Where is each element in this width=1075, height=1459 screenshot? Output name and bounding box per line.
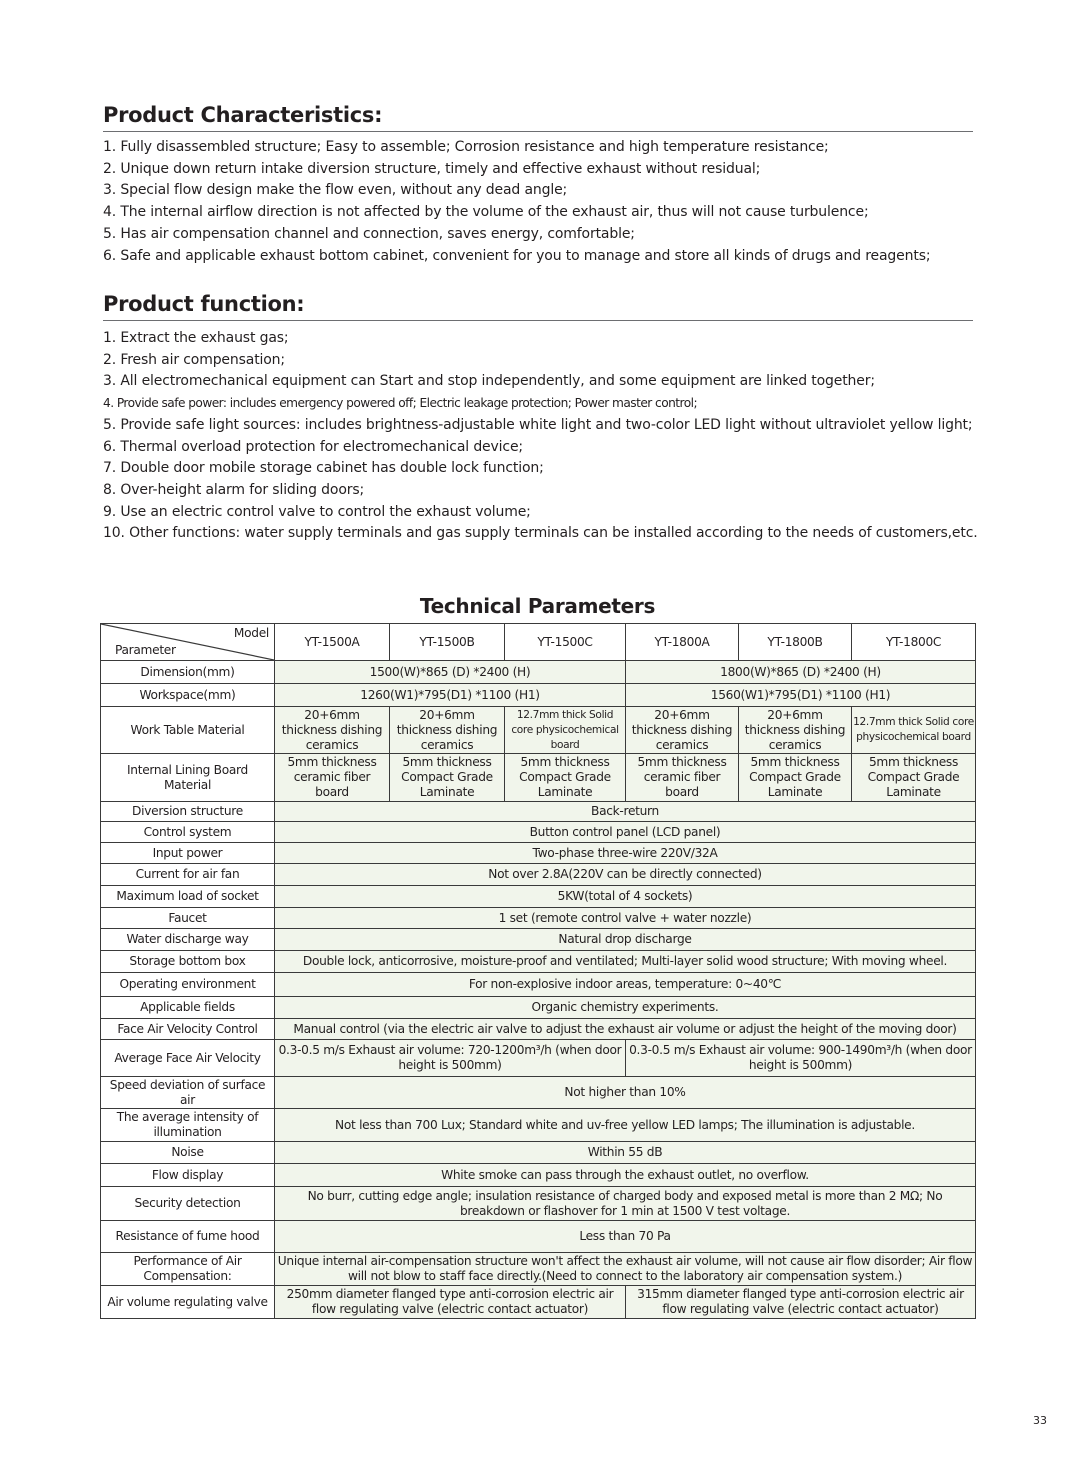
table-row	[101, 1253, 976, 1286]
table-row	[101, 802, 976, 822]
characteristics-title: Product Characteristics:	[103, 102, 973, 132]
row-label: Faucet	[101, 908, 275, 929]
row-label: Diversion structure	[101, 802, 275, 822]
row-value: 5mm thickness Compact Grade Laminate	[852, 754, 976, 802]
row-value: 1500(W)*865 (D) *2400 (H)	[275, 661, 626, 684]
row-value: Natural drop discharge	[275, 929, 976, 951]
model-cell: YT-1800B	[739, 624, 852, 661]
row-value: Organic chemistry experiments.	[275, 997, 976, 1019]
row-value: Double lock, anticorrosive, moisture-proof and ventilated; Multi-layer solid wood structure; With moving wheel.	[275, 951, 976, 973]
row-value: Two-phase three-wire 220V/32A	[275, 843, 976, 864]
list-item: 7. Double door mobile storage cabinet has double lock function;	[103, 460, 544, 477]
table-row	[101, 864, 976, 886]
row-value: 1560(W1)*795(D1) *1100 (H1)	[626, 684, 976, 707]
row-label: The average intensity of illumination	[101, 1109, 275, 1142]
row-label: Current for air fan	[101, 864, 275, 886]
row-value: 20+6mm thickness dishing ceramics	[275, 707, 390, 754]
row-value: 250mm diameter flanged type anti-corrosion electric air flow regulating valve (electric contact actuator)	[275, 1286, 626, 1319]
row-label: Face Air Velocity Control	[101, 1019, 275, 1040]
list-item: 5. Provide safe light sources: includes brightness-adjustable white light and two-color LED light without ultraviolet yellow light;	[103, 416, 973, 433]
row-value: Manual control (via the electric air valve to adjust the exhaust air volume or adjust the height of the moving door)	[275, 1019, 976, 1040]
list-item: 10. Other functions: water supply terminals and gas supply terminals can be installed according to the needs of customers,etc.	[103, 525, 978, 542]
row-label: Work Table Material	[101, 707, 275, 754]
row-value: No burr, cutting edge angle; insulation resistance of charged body and exposed metal is more than 2 MΩ; No breakdown or flashover for 1 min at 1500 V test voltage.	[275, 1187, 976, 1221]
row-value: Not over 2.8A(220V can be directly connected)	[275, 864, 976, 886]
row-value: Not higher than 10%	[275, 1077, 976, 1109]
table-row	[101, 1142, 976, 1164]
table-row	[101, 1077, 976, 1109]
row-label: Speed deviation of surface air	[101, 1077, 275, 1109]
list-item: 3. Special flow design make the flow even, without any dead angle;	[103, 182, 568, 199]
table-row	[101, 929, 976, 951]
table-row	[101, 886, 976, 908]
row-label: Average Face Air Velocity	[101, 1040, 275, 1077]
characteristics-list	[103, 137, 973, 267]
row-value: 20+6mm thickness dishing ceramics	[626, 707, 739, 754]
row-value: For non-explosive indoor areas, temperature: 0~40℃	[275, 973, 976, 997]
row-label: Storage bottom box	[101, 951, 275, 973]
parameter-header-label: Parameter	[115, 643, 176, 657]
table-header-row	[101, 624, 976, 661]
row-value: 20+6mm thickness dishing ceramics	[739, 707, 852, 754]
list-item: 6. Safe and applicable exhaust bottom cabinet, convenient for you to manage and store all kinds of drugs and reagents;	[103, 247, 931, 264]
list-item: 5. Has air compensation channel and connection, saves energy, comfortable;	[103, 225, 635, 242]
row-value: 1 set (remote control valve + water nozzle)	[275, 908, 976, 929]
row-value: 0.3-0.5 m/s Exhaust air volume: 900-1490m³/h (when door height is 500mm)	[626, 1040, 976, 1077]
row-value: 12.7mm thick Solid core physicochemical board	[505, 707, 626, 754]
list-item: 4. Provide safe power: includes emergency powered off; Electric leakage protection; Power master control;	[103, 396, 698, 411]
page-number: 33	[1033, 1414, 1047, 1427]
model-cell: YT-1800C	[852, 624, 976, 661]
row-label: Noise	[101, 1142, 275, 1164]
table-row	[101, 1187, 976, 1221]
row-label: Internal Lining Board Material	[101, 754, 275, 802]
technical-parameters-title: Technical Parameters	[419, 594, 656, 618]
row-value: 5mm thickness Compact Grade Laminate	[739, 754, 852, 802]
row-value: 5mm thickness ceramic fiber board	[275, 754, 390, 802]
table-row	[101, 1221, 976, 1253]
list-item: 6. Thermal overload protection for electromechanical device;	[103, 438, 523, 455]
row-label: Applicable fields	[101, 997, 275, 1019]
row-value: Button control panel (LCD panel)	[275, 822, 976, 843]
row-value: Back-return	[275, 802, 976, 822]
row-value: 0.3-0.5 m/s Exhaust air volume: 720-1200m³/h (when door height is 500mm)	[275, 1040, 626, 1077]
model-cell: YT-1500B	[390, 624, 505, 661]
list-item: 4. The internal airflow direction is not affected by the volume of the exhaust air, thus will not cause turbulence;	[103, 204, 869, 221]
list-item: 2. Fresh air compensation;	[103, 351, 285, 368]
table-row	[101, 661, 976, 684]
row-value: Less than 70 Pa	[275, 1221, 976, 1253]
row-value: 5KW(total of 4 sockets)	[275, 886, 976, 908]
row-value: White smoke can pass through the exhaust outlet, no overflow.	[275, 1164, 976, 1187]
row-value: Unique internal air-compensation structure won't affect the exhaust air volume, will not cause air flow disorder; Air flow will not blow to staff face directly.(Need to connect to the laboratory air compensation system.)	[275, 1253, 976, 1286]
function-title: Product function:	[103, 291, 973, 321]
list-item: 9. Use an electric control valve to control the exhaust volume;	[103, 503, 531, 520]
row-label: Control system	[101, 822, 275, 843]
row-value: 12.7mm thick Solid core physicochemical board	[852, 707, 976, 754]
row-label: Performance of Air Compensation:	[101, 1253, 275, 1286]
table-row	[101, 1019, 976, 1040]
row-label: Water discharge way	[101, 929, 275, 951]
row-value: Within 55 dB	[275, 1142, 976, 1164]
list-item: 1. Fully disassembled structure; Easy to assemble; Corrosion resistance and high temperature resistance;	[103, 139, 829, 155]
table-row	[101, 1109, 976, 1142]
row-label: Resistance of fume hood	[101, 1221, 275, 1253]
model-cell: YT-1500A	[275, 624, 390, 661]
row-value: 315mm diameter flanged type anti-corrosion electric air flow regulating valve (electric contact actuator)	[626, 1286, 976, 1319]
row-label: Workspace(mm)	[101, 684, 275, 707]
row-label: Operating environment	[101, 973, 275, 997]
row-label: Input power	[101, 843, 275, 864]
table-row	[101, 908, 976, 929]
row-label: Dimension(mm)	[101, 661, 275, 684]
row-value: 1260(W1)*795(D1) *1100 (H1)	[275, 684, 626, 707]
table-row	[101, 951, 976, 973]
table-row	[101, 997, 976, 1019]
table-row	[101, 707, 976, 754]
list-item: 3. All electromechanical equipment can Start and stop independently, and some equipment are linked together;	[103, 373, 875, 390]
table-row	[101, 973, 976, 997]
row-label: Flow display	[101, 1164, 275, 1187]
list-item: 8. Over-height alarm for sliding doors;	[103, 481, 365, 498]
row-value: 1800(W)*865 (D) *2400 (H)	[626, 661, 976, 684]
table-row	[101, 684, 976, 707]
table-row	[101, 754, 976, 802]
table-row	[101, 1164, 976, 1187]
list-item: 1. Extract the exhaust gas;	[103, 330, 289, 346]
row-label: Maximum load of socket	[101, 886, 275, 908]
list-item: 2. Unique down return intake diversion structure, timely and effective exhaust without residual;	[103, 160, 761, 177]
table-row	[101, 843, 976, 864]
row-value: 5mm thickness ceramic fiber board	[626, 754, 739, 802]
model-header-label: Model	[233, 626, 269, 640]
row-value: 5mm thickness Compact Grade Laminate	[505, 754, 626, 802]
header-corner-cell	[101, 624, 275, 661]
row-label: Air volume regulating valve	[101, 1286, 275, 1319]
function-list	[103, 328, 978, 545]
model-cell: YT-1500C	[505, 624, 626, 661]
technical-parameters-table	[100, 623, 976, 1319]
table-row	[101, 1040, 976, 1077]
row-label: Security detection	[101, 1187, 275, 1221]
table-row	[101, 822, 976, 843]
row-value: 20+6mm thickness dishing ceramics	[390, 707, 505, 754]
row-value: 5mm thickness Compact Grade Laminate	[390, 754, 505, 802]
table-row	[101, 1286, 976, 1319]
row-value: Not less than 700 Lux; Standard white and uv-free yellow LED lamps; The illumination is adjustable.	[275, 1109, 976, 1142]
model-cell: YT-1800A	[626, 624, 739, 661]
